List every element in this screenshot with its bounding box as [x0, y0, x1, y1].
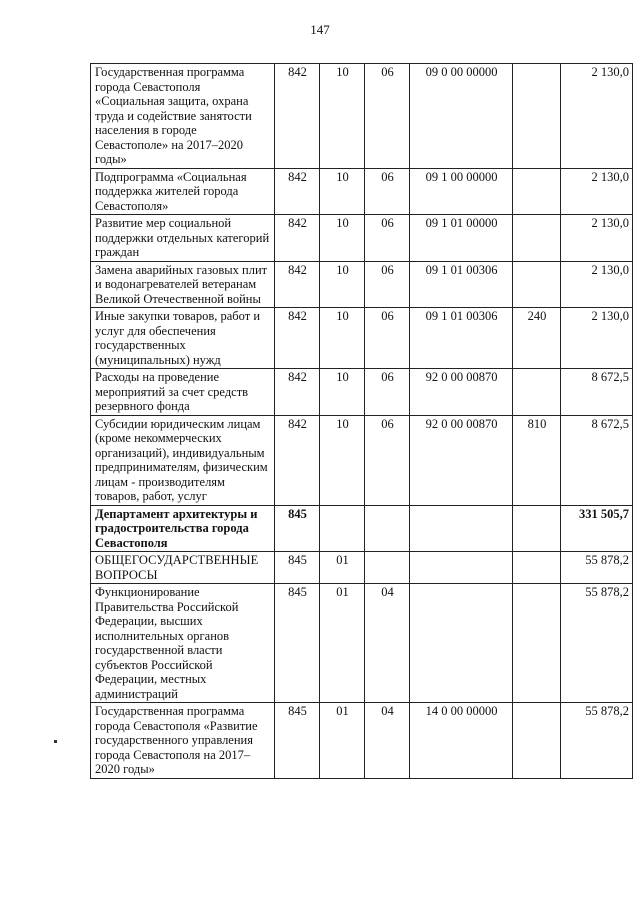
row-name: Замена аварийных газовых плит и водонагревателей ветеранам Великой Отечественной войны — [91, 261, 275, 308]
row-name: Субсидии юридическим лицам (кроме некоммерческих организаций), индивидуальным предпринимателям, физическим лицам - производителям товаров, работ, услуг — [91, 415, 275, 505]
row-rz: 10 — [320, 215, 365, 262]
row-rz: 10 — [320, 261, 365, 308]
row-sum: 8 672,5 — [561, 415, 633, 505]
row-name: Департамент архитектуры и градостроительства города Севастополя — [91, 505, 275, 552]
row-rz: 10 — [320, 369, 365, 416]
row-rz: 01 — [320, 552, 365, 584]
row-rz: 01 — [320, 584, 365, 703]
row-csr: 14 0 00 00000 — [410, 703, 513, 779]
row-vr — [513, 168, 561, 215]
row-name: Государственная программа города Севастополя «Социальная защита, охрана труда и содействие занятости населения в городе Севастополе» на 2017–2020 годы» — [91, 64, 275, 169]
table-row — [91, 552, 633, 584]
row-pr: 06 — [365, 308, 410, 369]
row-sum: 2 130,0 — [561, 168, 633, 215]
row-rz: 10 — [320, 308, 365, 369]
row-pr: 06 — [365, 261, 410, 308]
row-csr: 09 1 01 00306 — [410, 261, 513, 308]
row-pr: 06 — [365, 215, 410, 262]
table-row — [91, 261, 633, 308]
row-grbs: 842 — [275, 261, 320, 308]
table-row — [91, 584, 633, 703]
row-name: Иные закупки товаров, работ и услуг для обеспечения государственных (муниципальных) нужд — [91, 308, 275, 369]
row-name: Подпрограмма «Социальная поддержка жителей города Севастополя» — [91, 168, 275, 215]
row-pr: 06 — [365, 168, 410, 215]
row-csr — [410, 505, 513, 552]
row-grbs: 845 — [275, 584, 320, 703]
table-row — [91, 415, 633, 505]
row-csr: 09 1 01 00306 — [410, 308, 513, 369]
row-grbs: 842 — [275, 369, 320, 416]
row-sum: 2 130,0 — [561, 64, 633, 169]
row-rz: 10 — [320, 415, 365, 505]
row-grbs: 845 — [275, 703, 320, 779]
row-name: ОБЩЕГОСУДАРСТВЕННЫЕ ВОПРОСЫ — [91, 552, 275, 584]
row-grbs: 842 — [275, 168, 320, 215]
table-row — [91, 369, 633, 416]
row-vr: 240 — [513, 308, 561, 369]
row-name: Расходы на проведение мероприятий за счет средств резервного фонда — [91, 369, 275, 416]
row-grbs: 845 — [275, 505, 320, 552]
row-grbs: 842 — [275, 64, 320, 169]
row-grbs: 842 — [275, 415, 320, 505]
row-vr — [513, 584, 561, 703]
row-sum: 55 878,2 — [561, 552, 633, 584]
table-row — [91, 308, 633, 369]
row-vr — [513, 261, 561, 308]
row-csr: 92 0 00 00870 — [410, 415, 513, 505]
row-csr: 92 0 00 00870 — [410, 369, 513, 416]
row-grbs: 845 — [275, 552, 320, 584]
table-row — [91, 168, 633, 215]
budget-table — [90, 63, 633, 779]
row-rz: 01 — [320, 703, 365, 779]
scan-margin-mark — [54, 740, 57, 743]
row-vr — [513, 505, 561, 552]
row-sum: 8 672,5 — [561, 369, 633, 416]
row-sum: 55 878,2 — [561, 584, 633, 703]
row-sum: 55 878,2 — [561, 703, 633, 779]
row-vr — [513, 703, 561, 779]
row-sum: 331 505,7 — [561, 505, 633, 552]
row-pr: 06 — [365, 415, 410, 505]
row-grbs: 842 — [275, 308, 320, 369]
page-number: 147 — [310, 22, 330, 37]
row-sum: 2 130,0 — [561, 215, 633, 262]
row-rz: 10 — [320, 168, 365, 215]
row-pr — [365, 552, 410, 584]
row-pr: 04 — [365, 703, 410, 779]
table-row — [91, 64, 633, 169]
row-rz: 10 — [320, 64, 365, 169]
table-row — [91, 215, 633, 262]
row-grbs: 842 — [275, 215, 320, 262]
row-rz — [320, 505, 365, 552]
row-name: Функционирование Правительства Российской Федерации, высших исполнительных органов государственной власти субъектов Российской Федерации, местных администраций — [91, 584, 275, 703]
row-pr: 04 — [365, 584, 410, 703]
row-name: Развитие мер социальной поддержки отдельных категорий граждан — [91, 215, 275, 262]
row-csr — [410, 584, 513, 703]
row-pr: 06 — [365, 369, 410, 416]
row-pr — [365, 505, 410, 552]
row-vr — [513, 369, 561, 416]
row-vr — [513, 215, 561, 262]
row-csr: 09 0 00 00000 — [410, 64, 513, 169]
row-vr — [513, 64, 561, 169]
row-csr: 09 1 01 00000 — [410, 215, 513, 262]
row-name: Государственная программа города Севастополя «Развитие государственного управления города Севастополя на 2017–2020 годы» — [91, 703, 275, 779]
row-sum: 2 130,0 — [561, 308, 633, 369]
row-csr: 09 1 00 00000 — [410, 168, 513, 215]
table-row-department — [91, 505, 633, 552]
table-row — [91, 703, 633, 779]
row-vr — [513, 552, 561, 584]
row-pr: 06 — [365, 64, 410, 169]
row-sum: 2 130,0 — [561, 261, 633, 308]
row-csr — [410, 552, 513, 584]
row-vr: 810 — [513, 415, 561, 505]
